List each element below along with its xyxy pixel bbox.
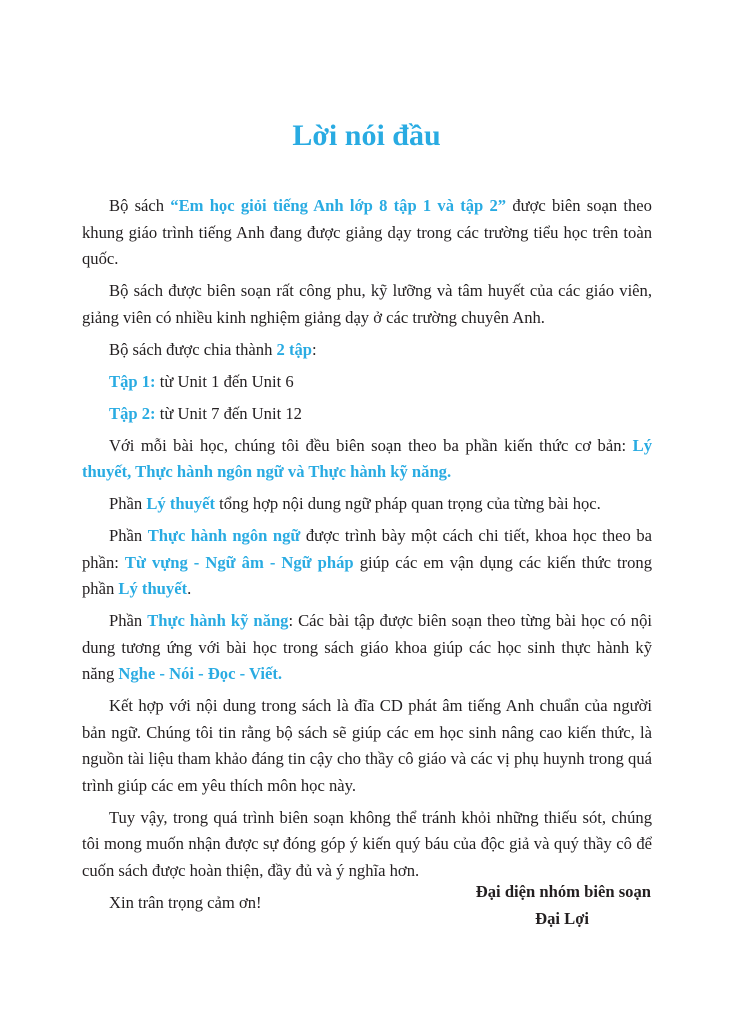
text: tổng hợp nội dung ngữ pháp quan trọng của từng bài học. [215,494,601,513]
theory-highlight: Lý thuyết [146,494,216,513]
paragraph-volumes [82,337,652,364]
preface-body [82,193,652,922]
four-skills-highlight: Nghe - Nói - Đọc - Viết. [118,664,283,683]
paragraph-volume-2 [82,401,652,428]
text: Phần [109,526,148,545]
language-practice-highlight: Thực hành ngôn ngữ [147,526,301,545]
page-title: Lời nói đầu [292,119,441,152]
paragraph-feedback: Tuy vậy, trong quá trình biên soạn không thể tránh khỏi những thiếu sót, chúng tôi mong muốn nhận được sự đóng góp ý kiến quý báu của độc giả và quý thầy cô để cuốn sách được hoàn thiện, đầy đủ và ý nghĩa hơn. [82,807,652,880]
paragraph-intro [82,193,652,273]
text: được biên soạn theo khung giáo trình tiếng Anh đang được giảng dạy trong các trường tiểu học trên toàn quốc. [82,196,652,268]
signature-role: Đại diện nhóm biên soạn [475,882,651,901]
theory-highlight: Lý thuyết [118,579,188,598]
volume-1-label: Tập 1: [109,371,156,391]
paragraph-thanks: Xin trân trọng cảm ơn! [109,892,262,912]
paragraph-skills-practice [82,608,652,688]
text: Với mỗi bài học, chúng tôi đều biên soạn theo ba phần kiến thức cơ bản: [109,435,633,455]
text: được trình bày một cách chi tiết, khoa học theo ba phần: [82,526,652,572]
text: giúp các em vận dụng các kiến thức trong phần [82,552,653,598]
text: từ Unit 1 đến Unit 6 [155,371,294,391]
text: . [187,579,192,598]
sections-highlight: Lý thuyết, Thực hành ngôn ngữ và Thực hành kỹ năng. [82,435,652,481]
text: Phần [109,611,148,630]
paragraph-language-practice [82,523,652,603]
text: : [312,339,317,359]
skills-practice-highlight: Thực hành kỹ năng [147,611,289,630]
paragraph-cd: Kết hợp với nội dung trong sách là đĩa CD phát âm tiếng Anh chuẩn của người bản ngữ. Chúng tôi tin rằng bộ sách sẽ giúp các em học sinh nâng cao kiến thức, là nguồn tài liệu tham khảo đáng tin cậy cho thầy cô giáo và các vị phụ huynh trong quá trình giúp các em yêu thích môn học này. [82,696,652,795]
signature-name: Đại Lợi [535,909,589,928]
vocab-phonetics-grammar-highlight: Từ vựng - Ngữ âm - Ngữ pháp [124,552,354,572]
volume-2-label: Tập 2: [109,403,156,423]
paragraph-structure [82,433,652,486]
paragraph-theory [82,491,652,518]
paragraph-authors: Bộ sách được biên soạn rất công phu, kỹ lưỡng và tâm huyết của các giáo viên, giảng viên có nhiều kinh nghiệm giảng dạy ở các trường chuyên Anh. [82,281,652,327]
volume-count-highlight: 2 tập [276,339,313,359]
text: Phần [109,494,147,513]
text: : Các bài tập được biên soạn theo từng bài học có nội dung tương ứng với bài học trong sách giáo khoa giúp các học sinh thực hành kỹ năng [82,611,653,683]
text: Bộ sách [109,196,171,215]
text: từ Unit 7 đến Unit 12 [155,403,302,423]
paragraph-volume-1 [82,369,652,396]
text: Bộ sách được chia thành [109,339,277,359]
book-title-highlight: “Em học giỏi tiếng Anh lớp 8 tập 1 và tập 2” [170,196,507,215]
